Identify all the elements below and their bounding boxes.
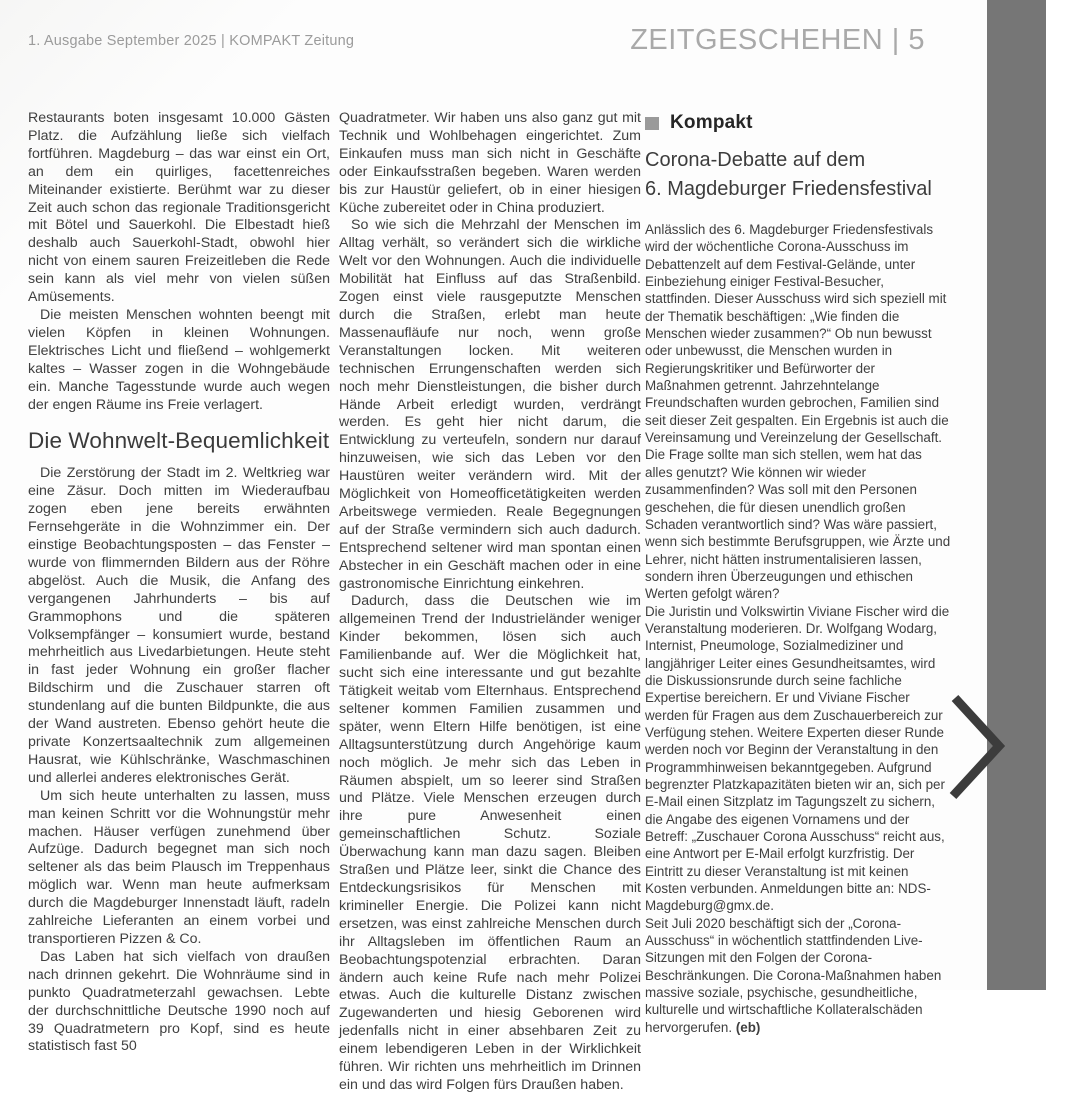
chevron-right-icon	[947, 692, 1007, 802]
byline: (eb)	[735, 1019, 761, 1035]
headline-line-2: 6. Magdeburger Friedensfestival	[645, 178, 932, 200]
article-column-1	[28, 110, 330, 1056]
article-paragraph	[645, 915, 951, 1036]
article-paragraph: Restaurants boten insgesamt 10.000 Gästen Platz. die Aufzählung ließe sich vielfach fortführen. Magdeburg – das war einst ein Ort, an dem ein quirliges, facettenreiches Miteinander existierte. Berühmt war zu dieser Zeit auch schon das regionale Traditionsgericht mit Bötel und Sauerkohl. Die Elbestadt hieß deshalb auch Sauerkohl-Stadt, obwohl hier nicht von einem sauren Freizeitleben die Rede sein kann als viel mehr von vielen süßen Amüsements.	[28, 110, 330, 306]
kicker-label: Kompakt	[670, 112, 753, 133]
article-heading: Die Wohnwelt-Bequemlichkeit	[28, 428, 330, 454]
article-paragraph: Die Juristin und Volkswirtin Viviane Fischer wird die Veranstaltung moderieren. Dr. Wolfgang Wodarg, Internist, Pneumologe, Sozialmediziner und langjähriger Leiter eines Gesundheitsamtes, wird die Diskussionsrunde durch seine fachliche Expertise bereichern. Er und Viviane Fischer werden für Fragen aus dem Zuschauerbereich zur Verfügung stehen. Weitere Experten dieser Runde werden noch vor Beginn der Veranstaltung in den Programmhinweisen bekanntgegeben. Aufgrund begrenzter Platzkapazitäten bieten wir an, sich per E-Mail einen Sitzplatz im Tagungszelt zu sichern, die Angabe des eigenen Vornamens und der Betreff: „Zuschauer Corona Ausschuss“ reicht aus, eine Antwort per E-Mail erfolgt kurzfristig. Der Eintritt zu dieser Veranstaltung ist mit keinen Kosten verbunden. Anmeldungen bitte an: NDS-Magdeburg@gmx.de.	[645, 603, 950, 914]
article-paragraph: So wie sich die Mehrzahl der Menschen im Alltag verhält, so verändert sich die wirkliche Welt vor den Wohnungen. Auch die individuelle Mobilität hat Einfluss auf das Straßenbild. Zogen einst viele rausgeputzte Menschen durch die Straßen, erlebt man heute Massenaufläufe nur noch, wenn große Veranstaltungen locken. Mit weiteren technischen Errungenschaften werden sich noch mehr Dienstleistungen, die bisher durch Hände Arbeit erledigt wurden, verdrängt werden. Es geht hier nicht darum, die Entwicklung zu verteufeln, sondern nur darauf hinzuweisen, wie sich das Leben vor den Haustüren weiter verändern wird. Mit der Möglichkeit von Homeofficetätigkeiten werden Arbeitswege vermieden. Reale Begegnungen auf der Straße vermindern sich auch dadurch. Entsprechend seltener wird man spontan einen Abstecher in ein Geschäft machen oder in eine gastronomische Einrichtung einkehren.	[339, 217, 641, 592]
next-page-button[interactable]	[947, 692, 1007, 802]
article-paragraph-text: Seit Juli 2020 beschäftigt sich der „Corona-Ausschuss“ in wöchentlich stattfindenden Live-Sitzungen mit den Folgen der Corona-Beschränkungen. Die Corona-Maßnahmen haben massive soziale, psychische, gesundheitliche, kulturelle und wirtschaftliche Kollateralschäden hervorgerufen.	[645, 915, 942, 1035]
page-edge-margin	[1046, 0, 1074, 990]
article-column-2	[339, 110, 641, 1095]
kicker-square-icon	[645, 117, 659, 130]
article-paragraph: Quadratmeter. Wir haben uns also ganz gut mit Technik und Wohlbehagen eingerichtet. Zum Einkaufen muss man sich nicht in Geschäfte oder Einkaufsstraßen begeben. Waren werden bis zur Haustür geliefert, ob in einer hiesigen Küche zubereitet oder in China produziert.	[339, 110, 641, 216]
article-paragraph: Die Zerstörung der Stadt im 2. Weltkrieg war eine Zäsur. Doch mitten im Wiederaufbau zogen eben jene bereits erwähnten Fernsehgeräte in die Wohnzimmer ein. Der einstige Beobachtungsposten – das Fenster – wurde von flimmernden Bildern aus der Röhre abgelöst. Auch die Musik, die Anfang des vergangenen Jahrhunderts – bis auf Grammophons und die späteren Volksempfänger – konsumiert wurde, bestand mehrheitlich aus Livedarbietungen. Heute steht in fast jeder Wohnung ein großer flacher Bildschirm und die Zuschauer starren oft stundenlang auf die bunten Bildpunkte, die aus der Wand austreten. Ebenso gehört heute die private Konzertsaaltechnik zum allgemeinen Hausrat, wie Kühlschränke, Waschmaschinen und allerlei anderes elektronisches Gerät.	[28, 465, 330, 786]
article-paragraph: Anlässlich des 6. Magdeburger Friedensfestivals wird der wöchentliche Corona-Ausschuss im Debattenzelt auf dem Festival-Gelände, unter Einbeziehung einiger Festival-Besucher, stattfinden. Dieser Ausschuss wird sich speziell mit der Thematik beschäftigen: „Wie finden die Menschen wieder zusammen?“ Ob nun bewusst oder unbewusst, die Menschen wurden in Regierungskritiker und Befürworter der Maßnahmen getrennt. Jahrzehntelange Freundschaften wurden gebrochen, Familien sind seit dieser Zeit gespalten. Ein Ergebnis ist auch die Vereinsamung und Vereinzelung der Gesellschaft. Die Frage sollte man sich stellen, wem hat das alles genutzt? Wie können wir wieder zusammenfinden? Was soll mit den Personen geschehen, die für diesen unendlich großen Schaden verantwortlich sind? Was wäre passiert, wenn sich bestimmte Berufsgruppen, wie Ärzte und Lehrer, nicht hätten instrumentalisieren lassen, sondern ihren Überzeugungen und ethischen Werten gefolgt wären?	[645, 222, 951, 602]
kicker	[645, 112, 951, 134]
section-page-header: ZEITGESCHEHEN | 5	[630, 24, 925, 56]
article-headline	[645, 146, 951, 204]
article-paragraph: Um sich heute unterhalten zu lassen, muss man keinen Schritt vor die Wohnungstür mehr machen. Häuser verfügen zunehmend über Aufzüge. Dadurch begegnet man sich noch seltener als das beim Plausch im Treppenhaus möglich war. Wenn man heute aufmerksam durch die Magdeburger Innenstadt läuft, radeln zahlreiche Lieferanten an einem vorbei und transportieren Pizzen & Co.	[28, 787, 330, 947]
article-paragraph: Dadurch, dass die Deutschen wie im allgemeinen Trend der Industrieländer weniger Kinder bekommen, lösen sich auch Familienbande auf. Wer die Möglichkeit hat, sucht sich eine interessante und gut bezahlte Tätigkeit weitab vom Elternhaus. Entsprechend seltener kommen Familien zusammen und später, wenn Eltern Hilfe benötigen, ist eine Alltagsunterstützung durch Angehörige kaum noch möglich. Je mehr sich das Leben in Räumen abspielt, um so leerer sind Straßen und Plätze. Viele Menschen erzeugen durch ihre pure Anwesenheit einen gemeinschaftlichen Schutz. Soziale Überwachung kann man dazu sagen. Bleiben Straßen und Plätze leer, sinkt die Chance des Entdeckungsrisikos für Menschen mit krimineller Energie. Die Polizei kann nicht ersetzen, was einst zahlreiche Menschen durch ihr Alltagsleben im öffentlichen Raum an Beobachtungspotenzial erbrachten. Daran ändern auch keine Rufe nach mehr Polizei etwas. Auch die kulturelle Distanz zwischen Zugewanderten und hiesig Geborenen wird jedenfalls nicht in einer absehbaren Zeit zu einem lebendigeren Leben in der Wirklichkeit führen. Wir richten uns mehrheitlich im Drinnen ein und das wird Folgen fürs Draußen haben.	[339, 593, 641, 1093]
issue-info: 1. Ausgabe September 2025 | KOMPAKT Zeitung	[28, 33, 355, 49]
article-paragraph: Die meisten Menschen wohnten beengt mit vielen Köpfen in kleinen Wohnungen. Elektrisches Licht und fließend – wohlgemerkt kaltes – Wasser zogen in die Wohngebäude ein. Manche Tagesstunde wurde auch wegen der engen Räume ins Freie verlagert.	[28, 306, 330, 413]
headline-line-1: Corona-Debatte auf dem	[645, 149, 866, 171]
page-edge-bar	[987, 0, 1046, 990]
article-column-3	[645, 110, 951, 1036]
article-paragraph: Das Laben hat sich vielfach von draußen nach drinnen gekehrt. Die Wohnräume sind in punkto Quadratmeterzahl gewachsen. Lebte der durchschnittliche Deutsche 1990 noch auf 39 Quadratmetern pro Kopf, sind es heute statistisch fast 50	[28, 948, 330, 1055]
